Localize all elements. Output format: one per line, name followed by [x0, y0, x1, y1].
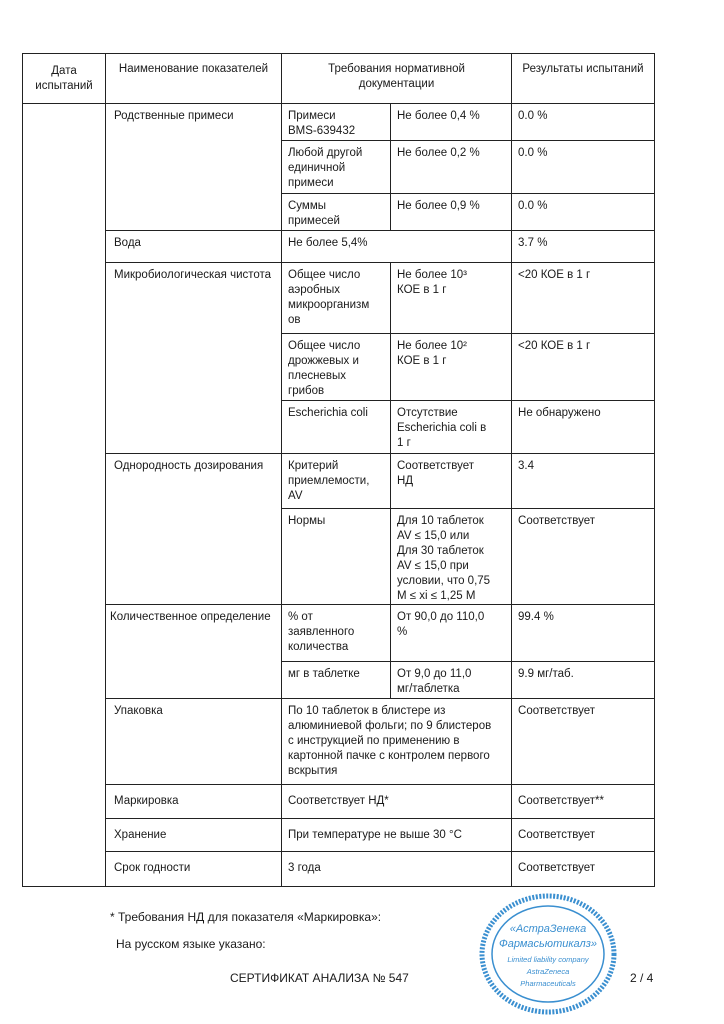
company-stamp [478, 892, 618, 1016]
req-cell: Не более 0,2 % [391, 141, 512, 194]
req-cell: Соответствует НД [391, 454, 512, 509]
result-cell: 99.4 % [512, 605, 655, 662]
stamp-line: AstraZeneca [526, 967, 570, 976]
result-cell: <20 КОЕ в 1 г [512, 263, 655, 334]
param-cell: Нормы [282, 509, 391, 605]
result-cell: Соответствует [512, 699, 655, 785]
table-row [23, 852, 655, 887]
result-cell: Не обнаружено [512, 401, 655, 454]
req-cell: Не более 0,4 % [391, 104, 512, 141]
param-cell: Общее число аэробных микроорганизм ов [282, 263, 391, 334]
result-cell: Соответствует [512, 819, 655, 852]
param-cell: % от заявленного количества [282, 605, 391, 662]
analysis-table [22, 53, 655, 887]
header-requirements: Требования нормативной документации [282, 54, 512, 104]
row-name: Однородность дозирования [106, 454, 282, 605]
table-header [23, 54, 655, 104]
result-cell: Соответствует [512, 852, 655, 887]
row-name: Маркировка [106, 785, 282, 819]
result-cell: Соответствует** [512, 785, 655, 819]
req-cell: При температуре не выше 30 °C [282, 819, 512, 852]
row-name: Хранение [106, 819, 282, 852]
table-row [23, 454, 655, 509]
footnote: * Требования НД для показателя «Маркировка»: [110, 910, 382, 924]
table-row [23, 819, 655, 852]
req-cell: От 9,0 до 11,0 мг/таблетка [391, 662, 512, 699]
param-cell: Любой другой единичной примеси [282, 141, 391, 194]
certificate-title: СЕРТИФИКАТ АНАЛИЗА № 547 [230, 971, 409, 985]
req-cell: По 10 таблеток в блистере из алюминиевой фольги; по 9 блистеров с инструкцией по применению в картонной пачке с контролем первого вскрытия [282, 699, 512, 785]
param-cell: Примеси BMS-639432 [282, 104, 391, 141]
table-row [23, 104, 655, 141]
table-row [23, 605, 655, 662]
header-date: Дата испытаний [23, 54, 106, 104]
result-cell: Соответствует [512, 509, 655, 605]
req-cell: Не более 0,9 % [391, 194, 512, 231]
table-row [23, 785, 655, 819]
row-name: Количественное определение [106, 605, 282, 699]
result-cell: 3.7 % [512, 231, 655, 263]
req-cell: Не более 10² КОЕ в 1 г [391, 334, 512, 401]
row-name: Вода [106, 231, 282, 263]
row-name: Упаковка [106, 699, 282, 785]
result-cell: 3.4 [512, 454, 655, 509]
stamp-line: Pharmaceuticals [520, 979, 576, 988]
param-cell: Суммы примесей [282, 194, 391, 231]
req-cell: 3 года [282, 852, 512, 887]
req-cell: Для 10 таблеток AV ≤ 15,0 или Для 30 таблеток AV ≤ 15,0 при условии, что 0,75 M ≤ xi ≤ 1,25 M [391, 509, 512, 605]
req-cell: Отсутствие Escherichia coli в 1 г [391, 401, 512, 454]
header-results: Результаты испытаний [512, 54, 655, 104]
result-cell: 0.0 % [512, 104, 655, 141]
stamp-line: Limited liability company [507, 955, 589, 964]
stamp-line: Фармасьютикалз» [499, 938, 597, 950]
result-cell: 0.0 % [512, 141, 655, 194]
table-row [23, 231, 655, 263]
page-number: 2 / 4 [630, 971, 654, 985]
russian-note: На русском языке указано: [116, 937, 266, 951]
param-cell: Общее число дрожжевых и плесневых грибов [282, 334, 391, 401]
row-name: Срок годности [106, 852, 282, 887]
param-cell: мг в таблетке [282, 662, 391, 699]
table-row [23, 699, 655, 785]
req-cell: Соответствует НД* [282, 785, 512, 819]
date-cell [23, 104, 106, 887]
req-cell: Не более 5,4% [282, 231, 512, 263]
row-name: Родственные примеси [106, 104, 282, 231]
param-cell: Критерий приемлемости, AV [282, 454, 391, 509]
result-cell: <20 КОЕ в 1 г [512, 334, 655, 401]
result-cell: 9.9 мг/таб. [512, 662, 655, 699]
header-name: Наименование показателей [106, 54, 282, 104]
req-cell: От 90,0 до 110,0 % [391, 605, 512, 662]
req-cell: Не более 10³ КОЕ в 1 г [391, 263, 512, 334]
row-name: Микробиологическая чистота [106, 263, 282, 454]
stamp-line: «АстраЗенека [509, 923, 587, 935]
table-row [23, 263, 655, 334]
result-cell: 0.0 % [512, 194, 655, 231]
param-cell: Escherichia coli [282, 401, 391, 454]
